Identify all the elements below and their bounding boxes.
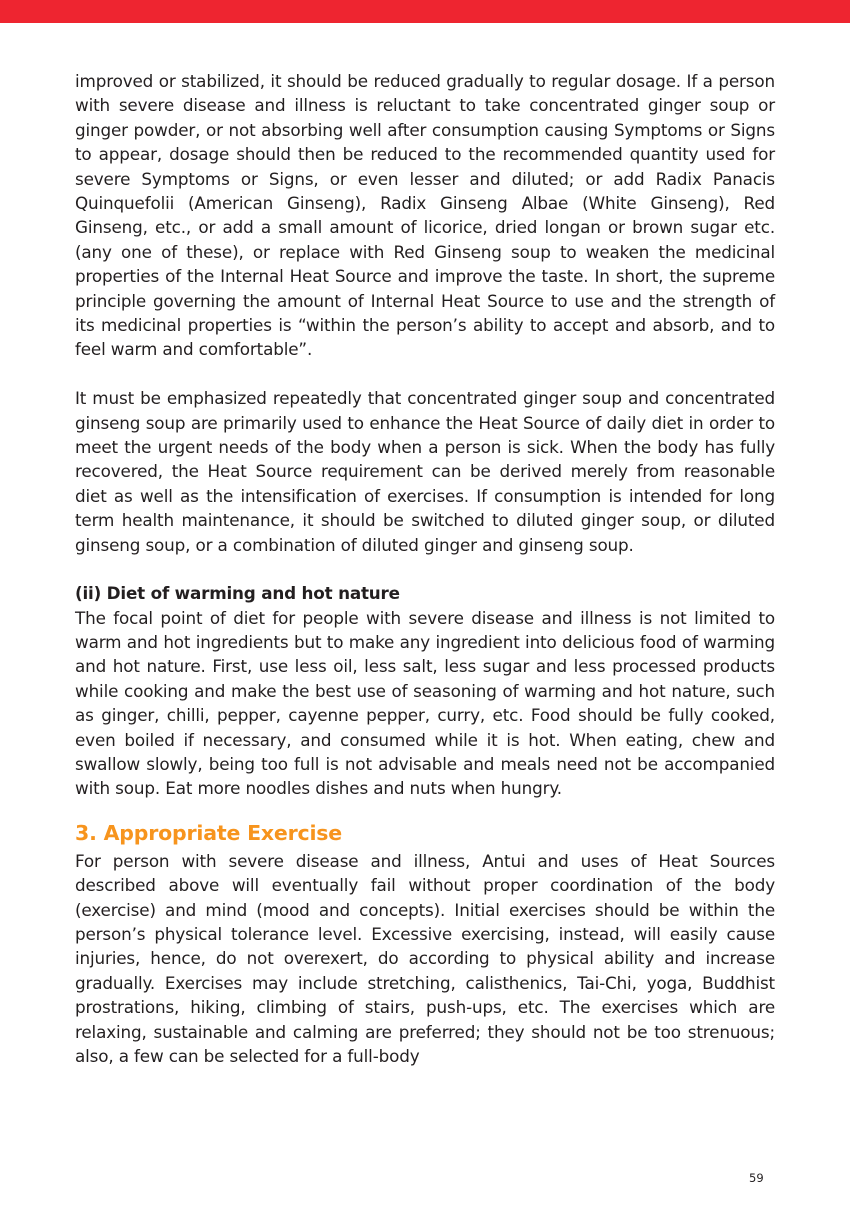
paragraph-warming-diet: The focal point of diet for people with severe disease and illness is not limited to warm and hot ingredients but to make any ingredient into delicious food of warming and hot nature. First, use less oil, less salt, less sugar and less processed products while cooking and make the best use of seasoning of warming and hot nature, such as ginger, chilli, pepper, cayenne pepper, curry, etc. Food should be fully cooked, even boiled if necessary, and consumed while it is hot. When eating, chew and swallow slowly, being too full is not advisable and meals need not be accompanied with soup. Eat more noodles dishes and nuts when hungry. bbox=[75, 607, 775, 799]
page-body bbox=[75, 69, 775, 1068]
page-number: 59 bbox=[749, 1171, 764, 1185]
paragraph-concentrated-soup: It must be emphasized repeatedly that concentrated ginger soup and concentrated ginseng soup are primarily used to enhance the Heat Source of daily diet in order to meet the urgent needs of the body when a person is sick. When the body has fully recovered, the Heat Source requirement can be derived merely from reasonable diet as well as the intensification of exercises. If consumption is intended for long term health maintenance, it should be switched to diluted ginger soup, or diluted ginseng soup, or a combination of diluted ginger and ginseng soup. bbox=[75, 388, 775, 555]
section-heading-exercise: 3. Appropriate Exercise bbox=[75, 820, 343, 845]
top-accent-bar bbox=[0, 0, 850, 23]
subheading-warming-diet: (ii) Diet of warming and hot nature bbox=[75, 583, 400, 604]
paragraph-ginger-dosage: improved or stabilized, it should be reduced gradually to regular dosage. If a person with severe disease and illness is reluctant to take concentrated ginger soup or ginger powder, or not absorbing well after consumption causing Symptoms or Signs to appear, dosage should then be reduced to the recommended quantity used for severe Symptoms or Signs, or even lesser and diluted; or add Radix Panacis Quinquefolii (American Ginseng), Radix Ginseng Albae (White Ginseng), Red Ginseng, etc., or add a small amount of licorice, dried longan or brown sugar etc. (any one of these), or replace with Red Ginseng soup to weaken the medicinal properties of the Internal Heat Source and improve the taste. In short, the supreme principle governing the amount of Internal Heat Source to use and the strength of its medicinal properties is “within the person’s ability to accept and absorb, and to feel warm and comfortable”. bbox=[75, 71, 775, 360]
paragraph-exercise: For person with severe disease and illness, Antui and uses of Heat Sources described above will eventually fail without proper coordination of the body (exercise) and mind (mood and concepts). Initial exercises should be within the person’s physical tolerance level. Excessive exercising, instead, will easily cause injuries, hence, do not overexert, do according to physical ability and increase gradually. Exercises may include stretching, calisthenics, Tai-Chi, yoga, Buddhist prostrations, hiking, climbing of stairs, push-ups, etc. The exercises which are relaxing, sustainable and calming are preferred; they should not be too strenuous; also, a few can be selected for a full-body bbox=[75, 850, 775, 1067]
